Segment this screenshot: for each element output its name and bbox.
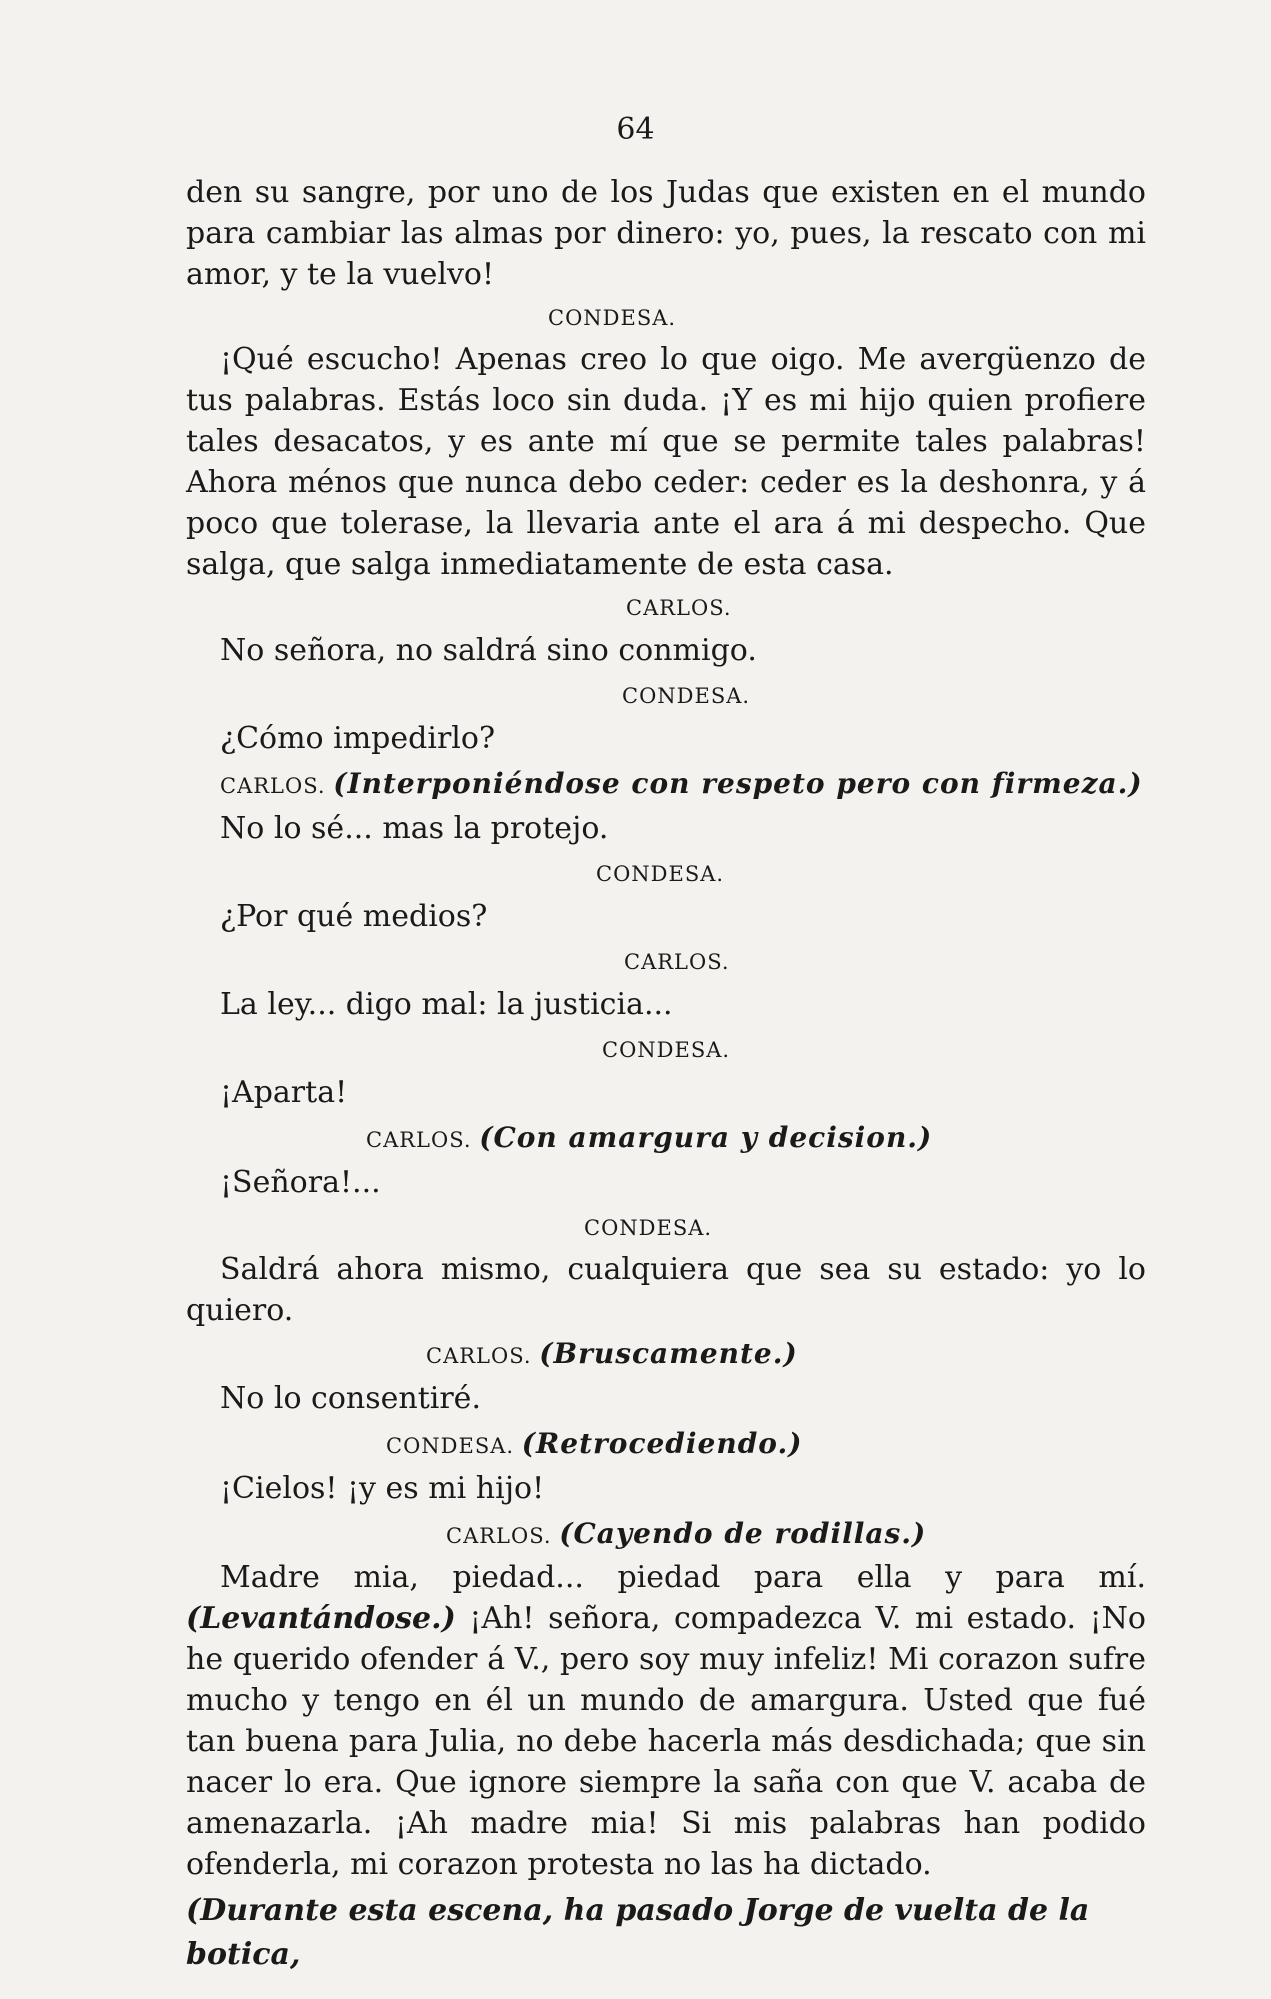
stage-direction: (Levantándose.): [186, 1601, 456, 1636]
text-run: ¡Ah! señora, compadezca V. mi estado. ¡No he querido ofender á V., pero soy muy infeliz! Mi corazon sufre mucho y tengo en él un mundo de amargura. Usted que fué tan buena para Julia, no debe hacerla más desdichada; que sin nacer lo era. Que ignore siempre la saña con que V. acaba de amenazarla. ¡Ah madre mia! Si mis palabras han podido ofenderla, mi corazon protesta no las ha dictado.: [186, 1601, 1146, 1882]
stage-direction-line: (Durante esta escena, ha pasado Jorge de vuelta de la botica,: [186, 1893, 1090, 1972]
speaker-heading: CONDESA.: [548, 306, 677, 330]
stage-direction: (Cayendo de rodillas.): [559, 1517, 927, 1550]
speaker-heading: CONDESA.: [596, 862, 725, 886]
dialogue-line: La ley... digo mal: la justicia...: [220, 987, 673, 1022]
speaker-heading: CONDESA.: [584, 1216, 713, 1240]
page-number: 64: [616, 112, 655, 147]
speaker-with-direction: [186, 1121, 1146, 1157]
page-text: [186, 172, 1146, 1977]
stage-direction: (Bruscamente.): [539, 1337, 798, 1370]
speaker-with-direction: [186, 767, 1146, 803]
paragraph: Saldrá ahora mismo, cualquiera que sea su estado: yo lo quiero.: [186, 1252, 1146, 1328]
paragraph: [186, 1557, 1146, 1885]
paragraph: ¡Qué escucho! Apenas creo lo que oigo. Me avergüenzo de tus palabras. Estás loco sin duda. ¡Y es mi hijo quien profiere tales desacatos, y es ante mí que se permite tales palabras! Ahora ménos que nunca debo ceder: ceder es la deshonra, y á poco que tolerase, la llevaria ante el ara á mi despecho. Que salga, que salga inmediatamente de esta casa.: [186, 342, 1146, 582]
paragraph: den su sangre, por uno de los Judas que existen en el mundo para cambiar las almas por dinero: yo, pues, la rescato con mi amor, y te la vuelvo!: [186, 175, 1146, 292]
speaker-name: CARLOS.: [426, 1344, 532, 1368]
dialogue-line: ¿Cómo impedirlo?: [220, 721, 496, 756]
speaker-name: CARLOS.: [446, 1524, 552, 1548]
speaker-with-direction: [186, 1517, 1146, 1553]
speaker-heading: CONDESA.: [622, 684, 751, 708]
stage-direction: (Interponiéndose con respeto pero con firmeza.): [333, 767, 1143, 800]
stage-direction: (Retrocediendo.): [521, 1427, 803, 1460]
speaker-with-direction: [186, 1337, 1146, 1373]
speaker-heading: CARLOS.: [624, 950, 730, 974]
text-run: Madre mia, piedad... piedad para ella y para mí.: [220, 1560, 1146, 1595]
dialogue-line: No lo sé... mas la protejo.: [220, 811, 609, 846]
dialogue-line: ¡Señora!...: [220, 1165, 381, 1200]
speaker-name: CARLOS.: [220, 774, 326, 798]
speaker-name: CARLOS.: [366, 1128, 472, 1152]
dialogue-line: ¡Cielos! ¡y es mi hijo!: [220, 1471, 545, 1506]
speaker-heading: CARLOS.: [626, 596, 732, 620]
dialogue-line: No señora, no saldrá sino conmigo.: [220, 633, 757, 668]
dialogue-line: No lo consentiré.: [220, 1381, 481, 1416]
speaker-with-direction: [186, 1427, 1146, 1463]
stage-direction: (Con amargura y decision.): [479, 1121, 933, 1154]
speaker-heading: CONDESA.: [602, 1038, 731, 1062]
speaker-name: CONDESA.: [386, 1434, 515, 1458]
dialogue-line: ¿Por qué medios?: [220, 899, 488, 934]
dialogue-line: ¡Aparta!: [220, 1075, 348, 1110]
